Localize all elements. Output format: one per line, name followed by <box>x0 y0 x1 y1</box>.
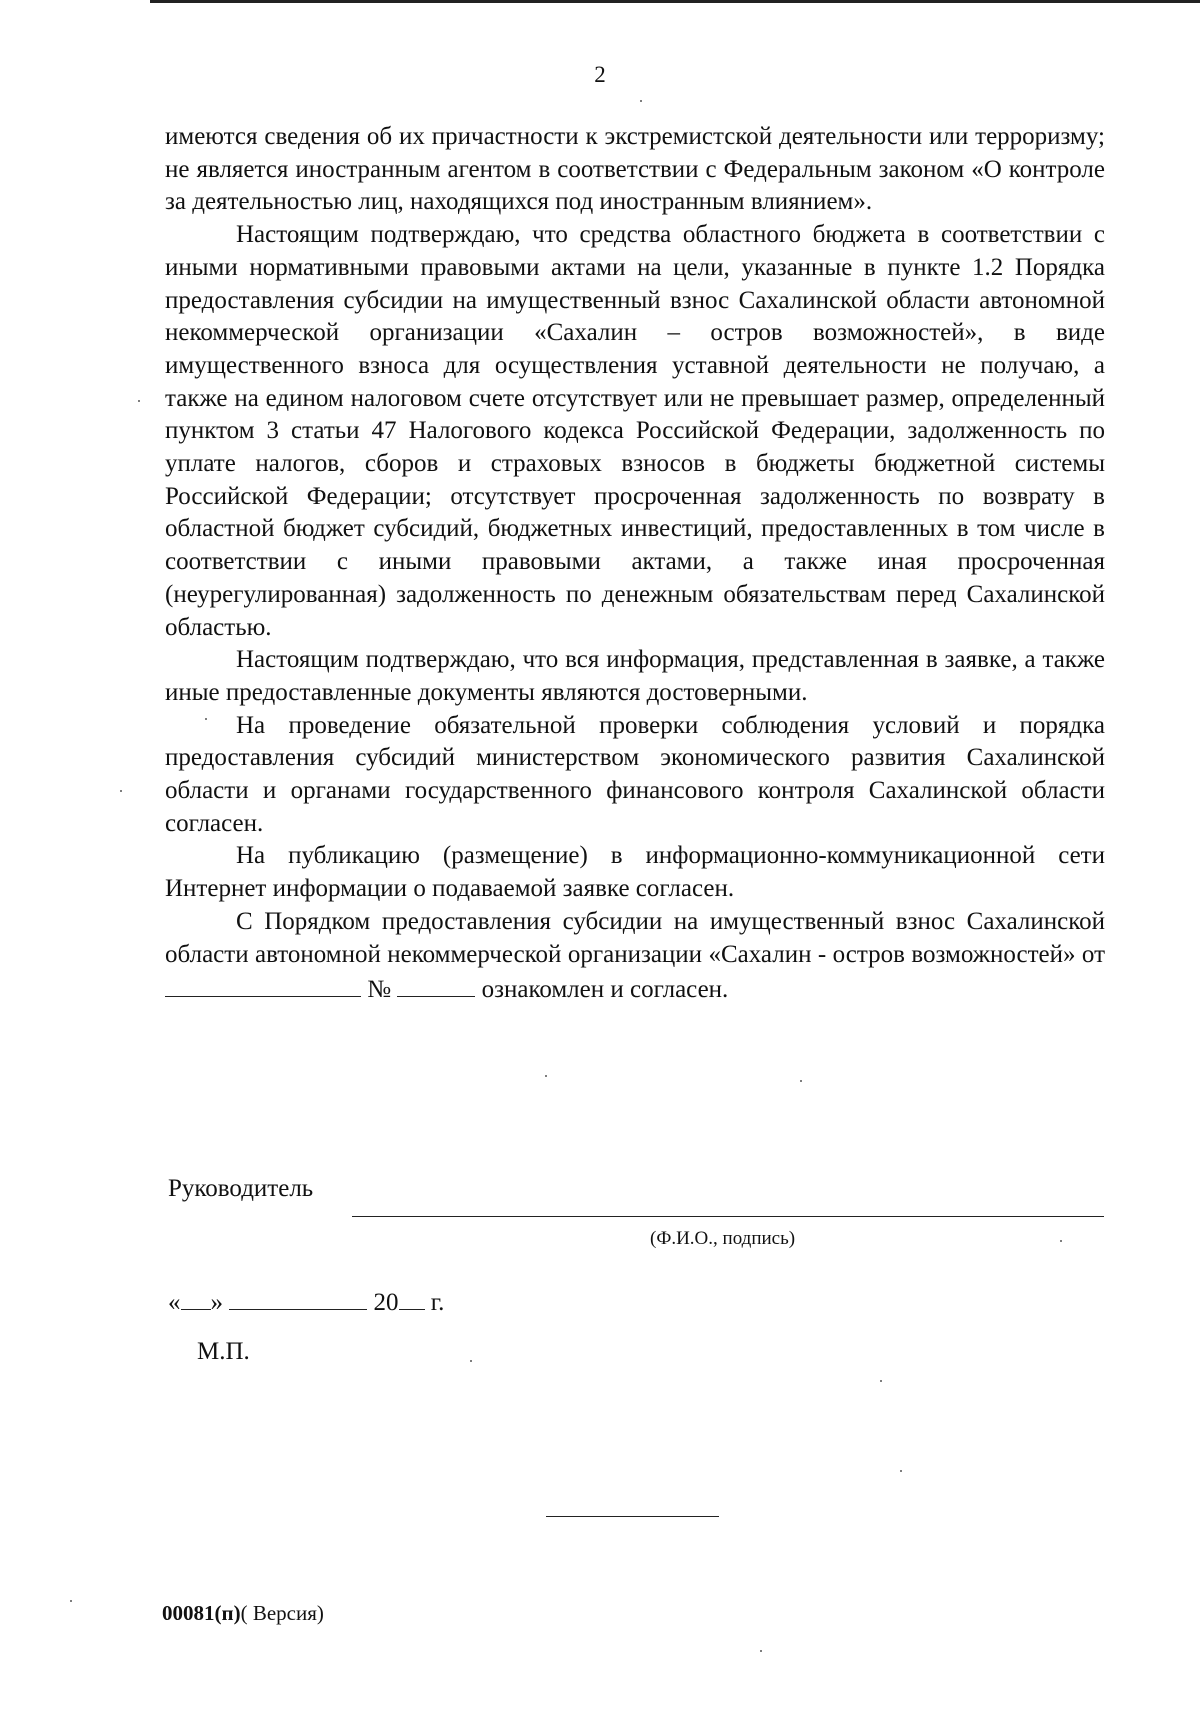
footer-code: 00081(п) <box>162 1601 241 1625</box>
scan-speck <box>70 1600 72 1602</box>
scan-speck <box>640 100 642 102</box>
scan-speck <box>545 1075 547 1077</box>
month-blank[interactable] <box>229 1284 367 1310</box>
scan-speck <box>470 1360 472 1362</box>
top-border-line <box>150 0 1200 3</box>
year-prefix: 20 <box>373 1289 399 1316</box>
footer <box>162 1601 324 1626</box>
paragraph-information-accuracy: Настоящим подтверждаю, что вся информация, представленная в заявке, а также иные предоставленные документы являются достоверными. <box>165 646 1105 706</box>
scan-speck <box>205 718 207 720</box>
stamp-label: М.П. <box>197 1338 250 1365</box>
paragraph-procedure-acknowledgement <box>165 906 1105 1007</box>
date-close-quote: » <box>210 1289 223 1316</box>
scan-speck <box>760 1650 762 1652</box>
scan-speck <box>1060 1240 1062 1242</box>
scan-speck <box>900 1470 902 1472</box>
paragraph-publication-consent: На публикацию (размещение) в информационно-коммуникационной сети Интернет информации о подаваемой заявке согласен. <box>165 842 1105 903</box>
number-sign: № <box>367 976 392 1004</box>
procedure-date-blank[interactable] <box>165 971 361 997</box>
footer-version: ( Версия) <box>240 1601 324 1625</box>
document-body <box>165 121 1105 1007</box>
day-blank[interactable] <box>181 1284 211 1310</box>
scan-speck <box>800 1080 802 1082</box>
paragraph-budget-confirmation <box>165 219 1105 644</box>
procedure-text: С Порядком предоставления субсидии на имущественный взнос Сахалинской области автономной некоммерческой организации «Сахалин - остров возможностей» от <box>165 907 1105 968</box>
procedure-ending: ознакомлен и согласен. <box>481 976 729 1004</box>
paragraph-budget-confirmation-text: Настоящим подтверждаю, что средства областного бюджета в соответствии с иными нормативными правовыми актами на цели, указанные в пункте 1.2 Порядка предоставления субсидии на имущественный взнос Сахалинской области автономной некоммерческой организации «Сахалин – остров возможностей», в виде имущественного взноса для осуществления уставной деятельности не получаю, а также на едином налоговом счете отсутствует или не превышает размер, определенный пунктом 3 статьи 47 Налогового кодекса Российской Федерации, задолженность по уплате налогов, сборов и страховых взносов в бюджеты бюджетной системы Российской Федерации; отсутствует просроченная задолженность по возврату в областной бюджет субсидий, бюджетных инвестиций, предоставленных в том числе в соответствии с иными правовыми актами, а также иная просроченная (неурегулированная) задолженность по денежным обязательствам перед Сахалинской областью. <box>165 221 1105 641</box>
year-suffix: г. <box>430 1289 445 1316</box>
date-open-quote: « <box>168 1289 181 1316</box>
signature-line[interactable] <box>352 1216 1104 1217</box>
paragraph-inspection-consent: На проведение обязательной проверки соблюдения условий и порядка предоставления субсидий министерством экономического развития Сахалинской области и органами государственного финансового контроля Сахалинской области согласен. <box>165 711 1105 837</box>
scan-speck <box>880 1380 882 1382</box>
signature-caption: (Ф.И.О., подпись) <box>650 1228 796 1249</box>
date-line <box>168 1284 444 1317</box>
scan-speck <box>138 400 140 402</box>
paragraph-continuation: имеются сведения об их причастности к экстремистской деятельности или терроризму; не является иностранным агентом в соответствии с Федеральным законом «О контроле за деятельностью лиц, находящихся под иностранным влиянием». <box>165 123 1105 216</box>
signature-label: Руководитель <box>168 1175 314 1202</box>
end-of-document-rule <box>546 1516 719 1517</box>
procedure-number-blank[interactable] <box>397 971 475 997</box>
year-blank[interactable] <box>399 1284 425 1310</box>
page-number: 2 <box>594 62 606 87</box>
scan-speck <box>120 790 122 792</box>
